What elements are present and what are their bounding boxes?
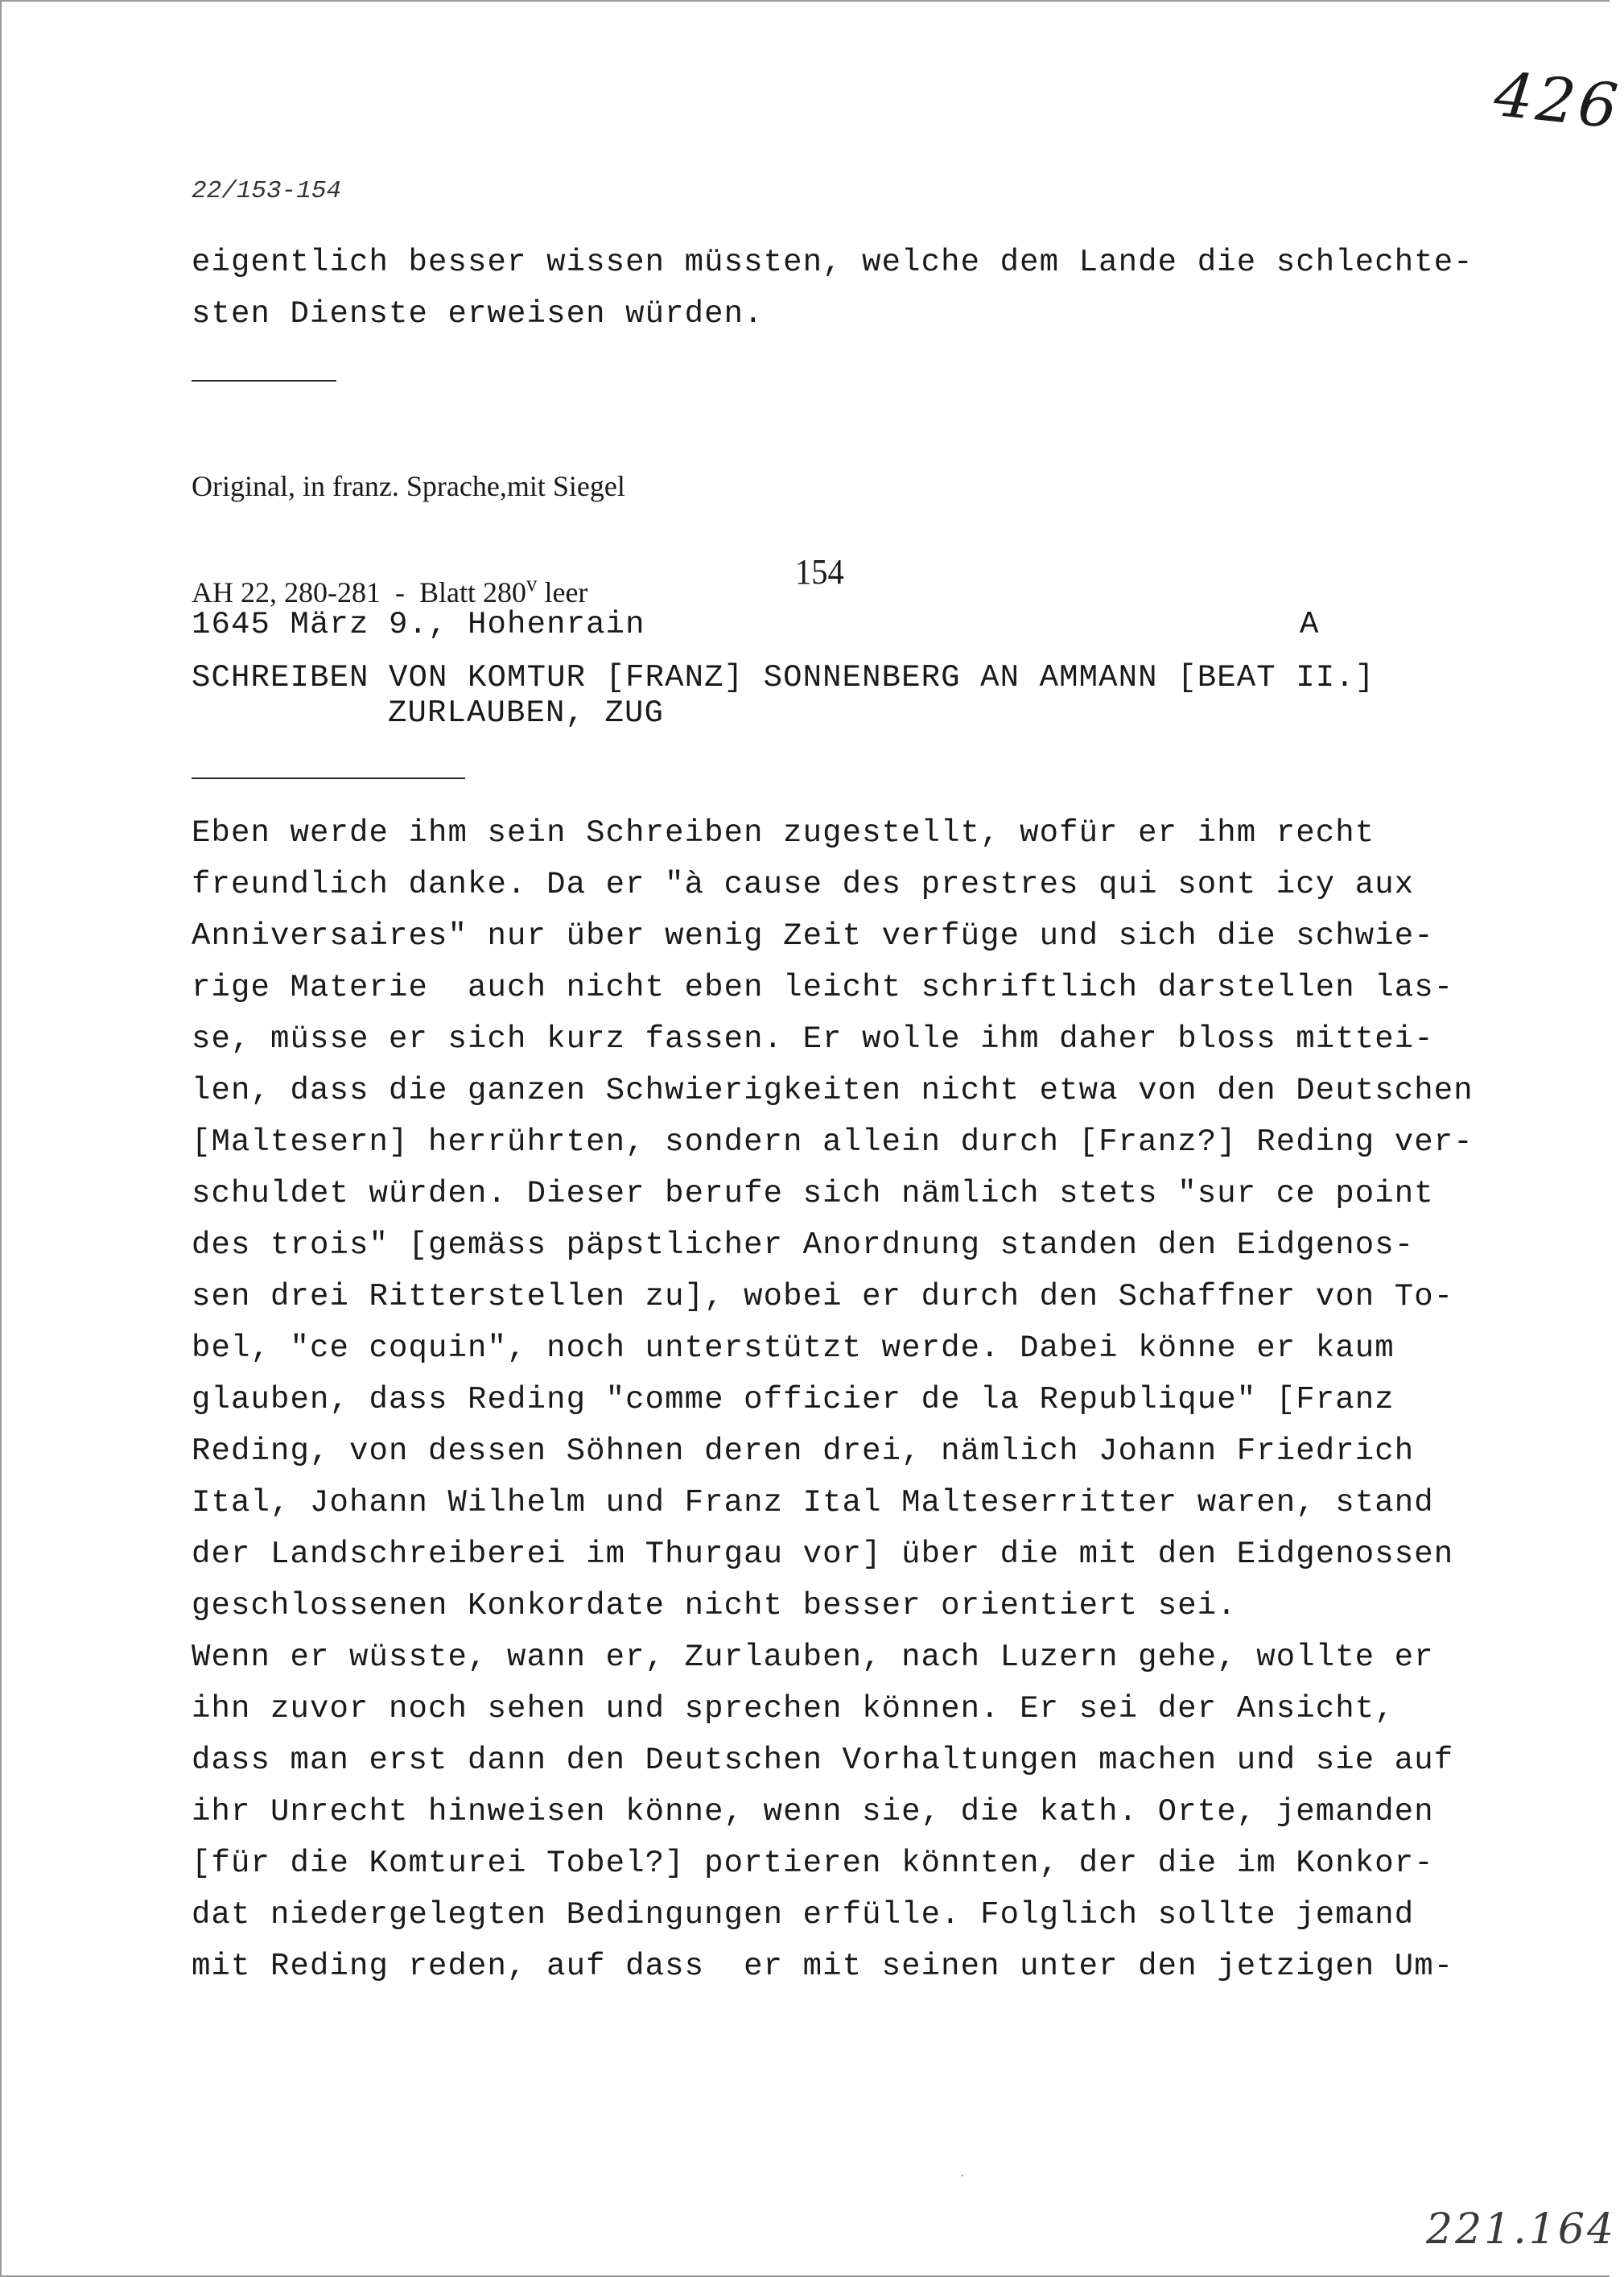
body-line: Reding, von dessen Söhnen deren drei, nämlich Johann Friedrich (192, 1433, 1415, 1469)
entry-marker: A (1300, 607, 1320, 642)
body-line: freundlich danke. Da er "à cause des prestres qui sont icy aux (192, 867, 1415, 902)
handwritten-archive-number: 221.164 (1426, 2205, 1617, 2254)
body-line: len, dass die ganzen Schwierigkeiten nicht etwa von den Deutschen (192, 1073, 1474, 1108)
entry-date-place: 1645 März 9., Hohenrain (192, 607, 645, 642)
body-line: Wenn er wüsste, wann er, Zurlauben, nach Luzern gehe, wollte er (192, 1640, 1434, 1675)
body-line: ihn zuvor noch sehen und sprechen können. Er sei der Ansicht, (192, 1691, 1395, 1726)
body-line: Eben werde ihm sein Schreiben zugestellt, wofür er ihm recht (192, 815, 1375, 851)
body-line: [Maltesern] herrührten, sondern allein durch [Franz?] Reding ver- (192, 1124, 1474, 1160)
body-line: Anniversaires" nur über wenig Zeit verfüge und sich die schwie- (192, 918, 1434, 954)
document-reference: 22/153-154 (192, 177, 342, 205)
body-line: [für die Komturei Tobel?] portieren könnten, der die im Konkor- (192, 1846, 1434, 1881)
scan-speck (962, 2175, 963, 2176)
body-line: schuldet würden. Dieser berufe sich nämlich stets "sur ce point (192, 1176, 1434, 1211)
body-line: rige Materie auch nicht eben leicht schriftlich darstellen las- (192, 970, 1454, 1005)
body-line: glauben, dass Reding "comme officier de la Republique" [Franz (192, 1382, 1395, 1417)
body-line: des trois" [gemäss päpstlicher Anordnung standen den Eidgenos- (192, 1227, 1415, 1263)
superscript-verso: v (526, 571, 538, 596)
heading-rule (192, 778, 465, 779)
body-line: der Landschreiberei im Thurgau vor] über die mit den Eidgenossen (192, 1537, 1454, 1572)
body-line: mit Reding reden, auf dass er mit seinen unter den jetzigen Um- (192, 1949, 1454, 1984)
separator-rule (192, 380, 336, 382)
entry-heading-line-2: ZURLAUBEN, ZUG (388, 695, 665, 731)
handwritten-page-number: 426 (1490, 58, 1624, 142)
continuation-line: sten Dienste erweisen würden. (192, 296, 764, 332)
body-line: dat niedergelegten Bedingungen erfülle. Folglich sollte jemand (192, 1897, 1415, 1933)
source-note-line-1: Original, in franz. Sprache,mit Siegel (192, 470, 625, 502)
continuation-line: eigentlich besser wissen müssten, welche dem Lande die schlechte- (192, 245, 1474, 280)
body-line: Ital, Johann Wilhelm und Franz Ital Malteserritter waren, stand (192, 1485, 1434, 1520)
body-line: dass man erst dann den Deutschen Vorhaltungen machen und sie auf (192, 1743, 1454, 1778)
body-line: sen drei Ritterstellen zu], wobei er durch den Schaffner von To- (192, 1279, 1454, 1314)
body-line: geschlossenen Konkordate nicht besser orientiert sei. (192, 1588, 1237, 1623)
entry-heading-line-1: SCHREIBEN VON KOMTUR [FRANZ] SONNENBERG AN AMMANN [BEAT II.] (192, 660, 1375, 695)
entry-number: 154 (795, 552, 844, 592)
body-line: bel, "ce coquin", noch unterstützt werde. Dabei könne er kaum (192, 1330, 1395, 1366)
source-note-line-2: AH 22, 280-281 - Blatt 280$^v$ leer (192, 571, 588, 608)
body-line: ihr Unrecht hinweisen könne, wenn sie, die kath. Orte, jemanden (192, 1794, 1434, 1829)
body-line: se, müsse er sich kurz fassen. Er wolle ihm daher bloss mittei- (192, 1021, 1434, 1057)
